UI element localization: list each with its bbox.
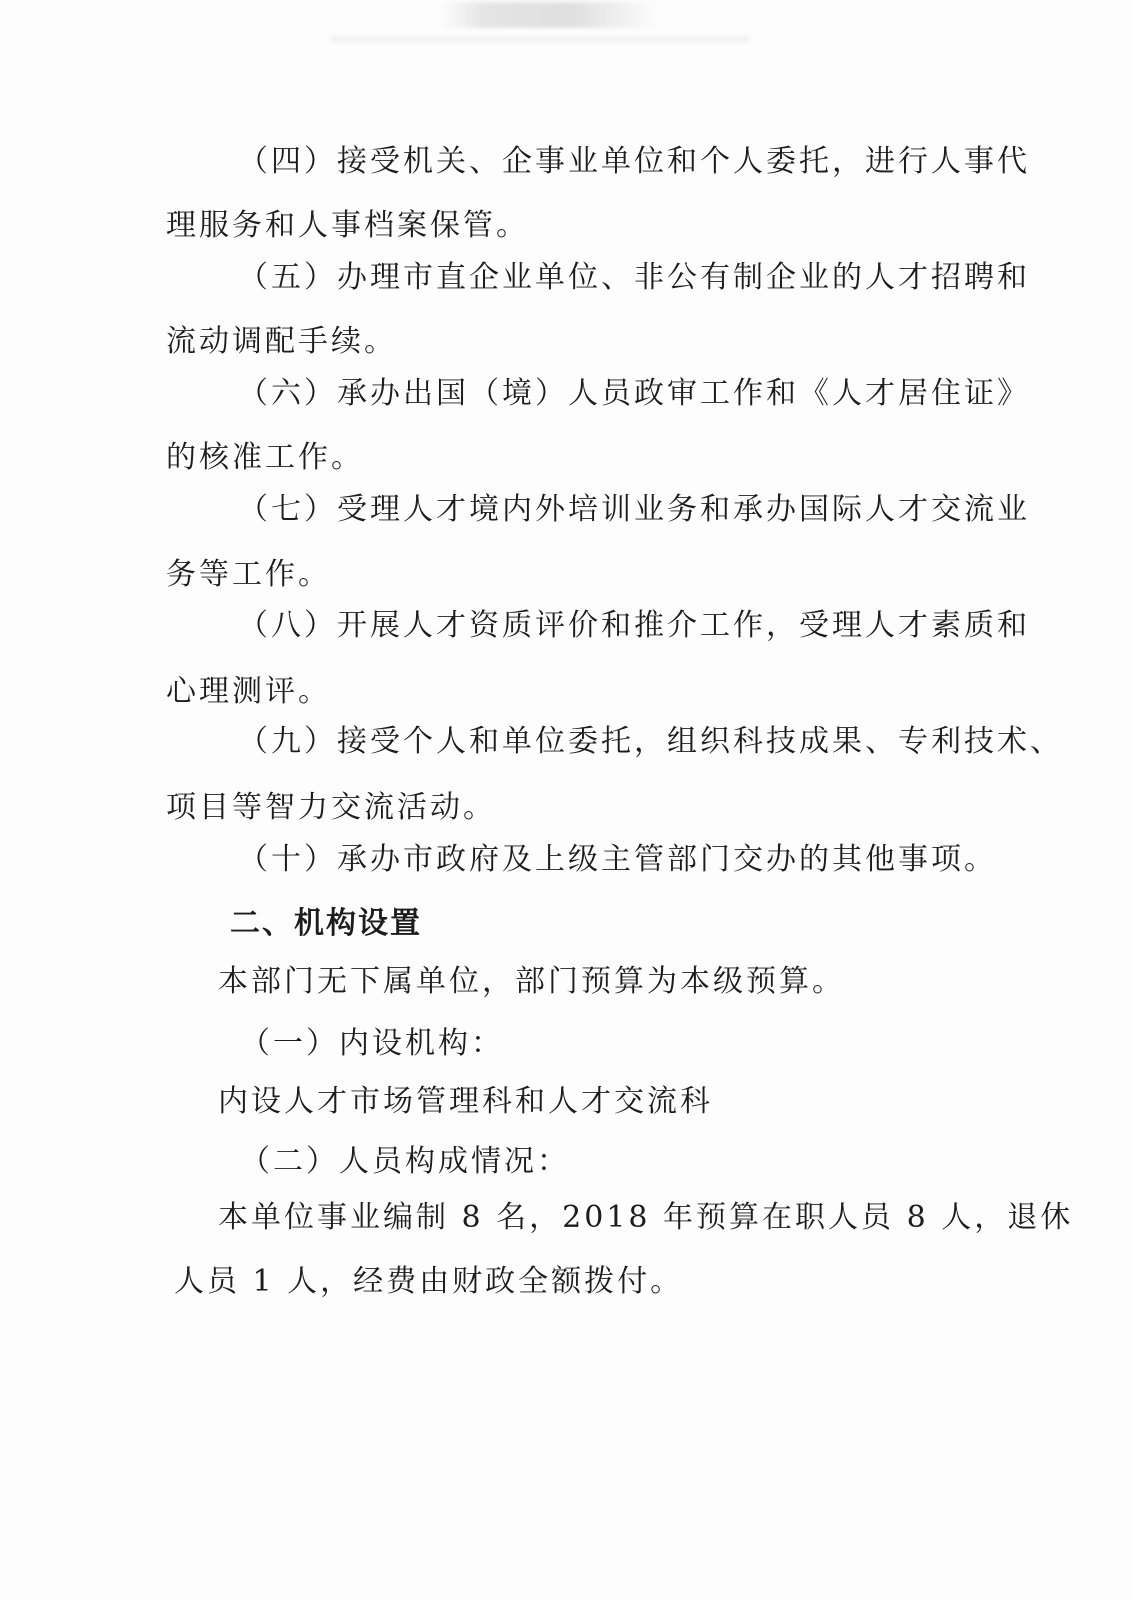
section-heading: 二、机构设置	[230, 906, 422, 941]
subsection-1-text: 内设人才市场管理科和人才交流科	[218, 1084, 713, 1119]
subsection-2-line-2: 人员 1 人，经费由财政全额拨付。	[174, 1264, 684, 1299]
item-8-line-2: 心理测评。	[166, 674, 331, 709]
item-4-line-2: 理服务和人事档案保管。	[166, 208, 529, 243]
item-10-line-1: （十）承办市政府及上级主管部门交办的其他事项。	[238, 842, 997, 877]
section-intro: 本部门无下属单位，部门预算为本级预算。	[218, 964, 845, 999]
subsection-2-title: （二）人员构成情况：	[240, 1144, 570, 1179]
item-5-line-2: 流动调配手续。	[166, 324, 397, 359]
subsection-1-title: （一）内设机构：	[240, 1026, 504, 1061]
subsection-2-line-1: 本单位事业编制 8 名，2018 年预算在职人员 8 人，退休	[218, 1200, 1074, 1235]
item-6-line-2: 的核准工作。	[166, 440, 364, 475]
item-4-line-1: （四）接受机关、企事业单位和个人委托，进行人事代	[238, 144, 1030, 179]
item-5-line-1: （五）办理市直企业单位、非公有制企业的人才招聘和	[238, 260, 1030, 295]
item-7-line-2: 务等工作。	[166, 557, 331, 592]
item-7-line-1: （七）受理人才境内外培训业务和承办国际人才交流业	[238, 492, 1030, 527]
item-9-line-1: （九）接受个人和单位委托，组织科技成果、专利技术、	[238, 724, 1063, 759]
scan-artifact	[330, 36, 750, 42]
item-8-line-1: （八）开展人才资质评价和推介工作，受理人才素质和	[238, 608, 1030, 643]
item-9-line-2: 项目等智力交流活动。	[166, 790, 496, 825]
scan-artifact	[440, 2, 660, 28]
item-6-line-1: （六）承办出国（境）人员政审工作和《人才居住证》	[238, 376, 1030, 411]
